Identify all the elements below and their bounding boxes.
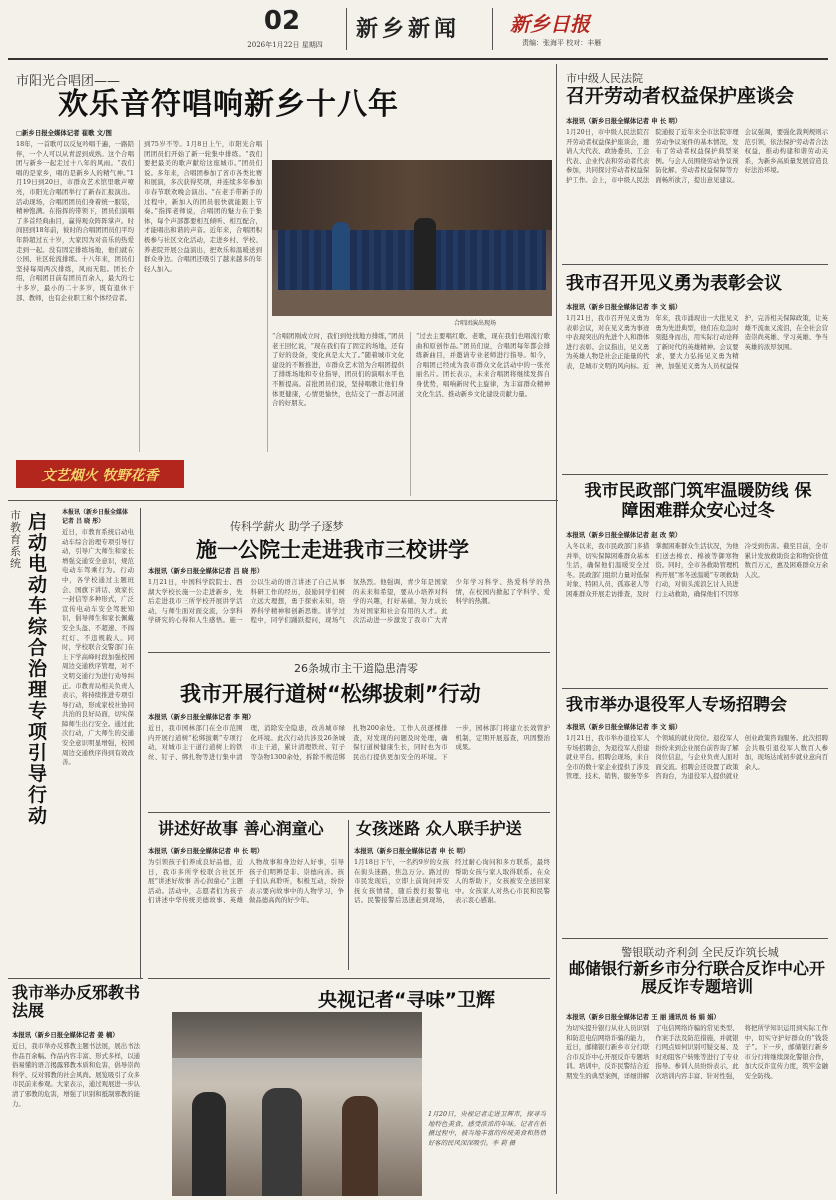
a1-col1: 18年，一首歌可以反复吟唱千遍，一路陪伴，一个人可以从青涩到成熟。这个合唱团与新乡一起走过十八年的风雨。“我们唱的是家乡，唱的是新乡人的精气神。”1月19日到20日，市群众艺术馆里歌声嘹亮，市阳光合唱团举行了新春汇报演出。活动现场，合唱团团员们身着统一服装，精神饱满。在指挥的带领下，团员们演唱了多首经典曲目，赢得观众阵阵掌声。时间回到18年前，彼时的合唱团团员们平均年龄超过五十岁，大家因为对音乐的热爱走到一起。没有固定排练场地，他们就在公园、社区轮流排练。十八年来，团员们坚持每周两次排练，风雨无阻。团长介绍，合唱团目前有团员百余人，最大的七十多岁，最小的二十多岁，既有退休干部、教师，也有企业职工和个体经营者。 [16, 140, 134, 302]
masthead [0, 0, 836, 64]
r5-title: 邮储银行新乡市分行联合反诈中心开展反诈专题培训 [568, 960, 825, 997]
a5-title: 女孩迷路 众人联手护送 [356, 820, 522, 838]
r2-byline: 本报讯（新乡日报全媒体记者 李 文 娟） [566, 303, 682, 311]
r1-title: 召开劳动者权益保护座谈会 [566, 86, 795, 107]
a1-col2: 到75岁不等。1月8日上午，市阳光合唱团团员们开始了新一轮集中排练。“我们要把最美的歌声献给这座城市。”团员们说。多年来，合唱团参加了省市各类比赛和展演，多次获得奖项，并连续多年参加市春节联欢晚会演出。“在老手带新手的过程中，新加入的团员很快就能跟上节奏。”指挥老师说，合唱团的魅力在于集体，每个声部都要相互倾听、相互配合，才能唱出和谐的声音。近年来，合唱团积极参与社区文化活动，走进乡村、学校、养老院开展公益演出，把欢乐和温暖送到群众身边。合唱团还吸引了越来越多的年轻人加入。 [144, 140, 262, 273]
a6-kicker [10, 510, 24, 570]
stage-backdrop [272, 160, 552, 230]
a6-byline: 本报讯（新乡日报全媒体记者 吕 晓 彤） [62, 509, 129, 525]
r4-title: 我市举办退役军人专场招聘会 [566, 696, 787, 715]
r3-title: 我市民政部门筑牢温暖防线 保障困难群众安心过冬 [584, 482, 812, 521]
a2-title: 施一公院士走进我市三校讲学 [196, 538, 469, 562]
building-roof [172, 1012, 422, 1058]
r3-text: 入冬以来，我市民政部门多措并举，切实保障困难群众基本生活，确保他们温暖安全过冬。民政部门组织力量对低保对象、特困人员、孤寡老人等困难群众开展走访排查，及时掌握困难群众生活状况，为他们送去棉衣、棉被等御寒物资。同时，全市各救助管理机构开展“寒冬送温暖”专项救助行动，对街头流浪乞讨人员进行主动救助，确保他们不因寒冷受到伤害。截至目前，全市累计发放救助资金和物资价值数百万元，惠及困难群众万余人次。 [566, 542, 828, 598]
a1-byline: □新乡日报全媒体记者 崔歌 文/图 [16, 129, 112, 137]
r2-text: 1月21日，我市召开见义勇为表彰会议，对在见义勇为事迹中表现突出的先进个人和群体进行表彰。会议指出，见义勇为英雄人物是社会正能量的代表，是城市文明的风向标。近年来，我市涌现出一大批见义勇为先进典型，他们在危急时刻挺身而出，用实际行动诠释了新时代的英雄精神。会议要求，要大力弘扬见义勇为精神，加强见义勇为人员权益保护，完善相关保障政策，让英雄不流血又流泪，在全社会营造崇尚英雄、学习英雄、争当英雄的浓厚氛围。 [566, 314, 828, 370]
stage-floor [272, 290, 552, 316]
a1-title: 欢乐音符唱响新乡十八年 [58, 88, 399, 122]
a6-kicker-text: 市教育系统 [10, 509, 21, 570]
page-number: 02 [263, 6, 301, 36]
a1-banner [16, 460, 184, 488]
r1-text: 1月20日，市中级人民法院召开劳动者权益保护座谈会，邀请人大代表、政协委员、工会代表、企业代表和劳动者代表参加，共同探讨劳动者权益保护工作。会上，市中级人民法院通报了近年来全市法院审理劳动争议案件的基本情况，发布了劳动者权益保护典型案例。与会人员围绕劳动争议预防化解、劳动者权益保障等方面畅所欲言，提出意见建议。会议强调，要强化裁判规则示范引领，依法保护劳动者合法权益，推动构建和谐劳动关系，为新乡高质量发展营造良好法治环境。 [566, 128, 828, 184]
r5-text: 为切实提升银行从业人员识别和防范电信网络诈骗的能力，近日，邮储银行新乡市分行联合市反诈中心开展反诈专题培训。培训中，反诈民警结合近期发生的典型案例，详细讲解了电信网络诈骗的常见类型、作案手法及防范措施，并就银行网点如何识别可疑交易、及时劝阻客户转账等进行了专业指导。参训人员纷纷表示，此次培训内容丰富、针对性强，将把所学知识运用到实际工作中，切实守护好群众的“钱袋子”。下一步，邮储银行新乡市分行将继续深化警银合作，加大反诈宣传力度，筑牢金融安全防线。 [566, 1024, 828, 1080]
r4-byline: 本报讯（新乡日报全媒体记者 李 文 娟） [566, 723, 682, 731]
a6-title-text: 启动电动车综合治理专项引导行动 [28, 512, 48, 827]
r1-kicker: 市中级人民法院 [566, 72, 643, 85]
a3-kicker: 26条城市主干道隐患清零 [294, 662, 418, 675]
a3-text: 近日，我市园林部门在全市范围内开展行道树“松绑拔刺”专项行动，对城市主干道行道树上的铁丝、钉子、绑扎物等进行集中清理，消除安全隐患，改善城市绿化环境。此次行动共涉及26条城市主干道，累计清理铁丝、钉子等杂物1300余处，拆除不规范绑扎物200余处。工作人员逐棵排查，对发现的问题及时处理，确保行道树健康生长，同时也为市民出行提供更加安全的环境。下一步，园林部门将建立长效管护机制，定期开展巡查，巩固整治成果。 [148, 724, 550, 761]
a6-text: 近日，市教育系统启动电动车综合治理专项引导行动，引导广大师生和家长增强交通安全意识，规范电动车驾乘行为。行动中，各学校通过主题班会、国旗下讲话、致家长一封信等多种形式，广泛宣传电动车安全驾驶知识，倡导师生和家长佩戴安全头盔、不超速、不闯红灯、不违规载人。同时，学校联合交警部门在上下学高峰时段加强校园周边交通秩序管理，对不文明交通行为进行劝导纠正。市教育局相关负责人表示，将持续推进专项引导行动，形成家校社协同共治的良好局面，切实保障师生出行安全。通过此次行动，广大师生的交通安全意识明显增强，校园周边交通秩序得到有效改善。 [62, 528, 134, 767]
camera-person [262, 1088, 302, 1196]
r4-text: 1月21日，我市举办退役军人专场招聘会，为退役军人搭建就业平台。招聘会现场，来自全市的数十家企业提供了涉及管理、技术、销售、服务等多个领域的就业岗位。退役军人纷纷来到企业展台前咨询了解岗位信息，与企业负责人面对面交流。招聘会还设置了政策咨询台，为退役军人提供就业创业政策咨询服务。此次招聘会共吸引退役军人数百人参加，现场达成初步就业意向百余人。 [566, 734, 828, 781]
r2-title: 我市召开见义勇为表彰会议 [566, 274, 782, 294]
a7-text: 近日，我市举办反邪教主题书法展，展出书法作品百余幅。作品内容丰富、形式多样，以通俗易懂的语言揭露邪教本质和危害，倡导崇尚科学、反对邪教的社会风尚。展览吸引了众多市民前来参观。大家表示，通过观展进一步认清了邪教的危害，增强了识别和抵制邪教的能力。 [12, 1042, 140, 1108]
a5-text: 1月18日下午，一名约9岁的女孩在街头迷路，焦急万分。路过的市民发现后，立即上前询问并安抚女孩情绪，随后拨打报警电话。民警接警后迅速赶到现场，经过耐心询问和多方联系，最终帮助女孩与家人取得联系。在众人的帮助下，女孩被安全送回家中。女孩家人对热心市民和民警表示衷心感谢。 [354, 858, 550, 905]
a8-title: 央视记者“寻味”卫辉 [318, 990, 495, 1011]
paper-logo: 新乡日报 [510, 12, 590, 36]
choir-rows [278, 230, 546, 290]
a1-kicker: 市阳光合唱团—— [16, 74, 121, 89]
a8-caption: 1月20日，央视记者走进卫辉市，探寻当地特色美食，感受浓浓的年味。记者在拍摄过程中，被当地丰富的传统美食和热情好客的民风深深吸引。李 莉 摄 [428, 1110, 546, 1147]
r1-byline: 本报讯（新乡日报全媒体记者 申 长 明） [566, 117, 682, 125]
r5-byline: 本报讯（新乡日报全媒体记者 王 丽 通讯员 杨 娟 娟） [566, 1013, 720, 1021]
a3-byline: 本报讯（新乡日报全媒体记者 李 翔） [148, 713, 255, 721]
a6-title [28, 512, 52, 827]
person-right [342, 1096, 378, 1196]
a4-byline: 本报讯（新乡日报全媒体记者 申 长 明） [148, 847, 264, 855]
r3-byline: 本报讯（新乡日报全媒体记者 赵 改 荣） [566, 531, 682, 539]
r5-kicker: 警银联动齐利剑 全民反诈筑长城 [621, 946, 779, 959]
a1-col4: “过去主要唱红歌、老歌，现在我们也唱流行歌曲和原创作品。”团员们说，合唱团每年都会排练新曲目，并邀请专业老师进行指导。如今，合唱团已经成为我市群众文化活动中的一张亮丽名片。团长表示，未来合唱团将继续发挥自身优势，唱响新时代主旋律，为丰富群众精神文化生活、推动新乡文化建设贡献力量。 [416, 332, 550, 398]
a7-title: 我市举办反邪教书法展 [12, 984, 140, 1021]
a4-text: 为引领孩子们养成良好品德，近日，我市多所学校联合社区开展“讲述好故事 善心润童心”主题活动。活动中，志愿者们为孩子们讲述中华传统美德故事、英雄人物故事和身边好人好事，引导孩子们明辨是非、崇德向善。孩子们认真聆听，积极互动，纷纷表示要向故事中的人物学习，争做品德高尚的好少年。 [148, 858, 344, 905]
section-title: 新乡新闻 [356, 16, 461, 42]
a7-byline: 本报讯（新乡日报全媒体记者 姜 楠） [12, 1031, 119, 1039]
a5-byline: 本报讯（新乡日报全媒体记者 申 长 明） [354, 847, 470, 855]
a8-photo [172, 1012, 422, 1196]
a1-col3: “合唱团刚成立时，我们到处找地方排练，”团员老王回忆说，“现在我们有了固定的场地，还有了好的设备，变化真是太大了。”随着城市文化建设的不断推进，市群众艺术馆为合唱团提供了排练场地和专业指导，团员们的演唱水平也不断提高。首批团员们说，坚持唱歌让他们身体更健康，心情更愉快，也结交了一群志同道合的好朋友。 [272, 332, 404, 408]
a1-photo-caption: 合唱团演出现场 [453, 320, 496, 327]
a4-title: 讲述好故事 善心润童心 [158, 820, 324, 838]
a2-kicker: 传科学薪火 助学子逐梦 [230, 520, 344, 533]
person-left [192, 1092, 226, 1196]
a2-text: 1月21日，中国科学院院士、西湖大学校长施一公走进新乡，先后走进我市三所学校开展讲学活动，与师生面对面交流，分享科学研究的心得和人生感悟。施一公以生动的语言讲述了自己从事科研工作的经历，鼓励同学们树立远大理想，勇于探索未知，培养科学精神和创新思维。讲学过程中，同学们踊跃提问，现场气氛热烈。他强调，青少年是国家的未来和希望，要从小培养对科学的兴趣，打好基础，努力成长为对国家和社会有用的人才。此次活动进一步激发了我市广大青少年学习科学、热爱科学的热情，在校园内掀起了学科学、爱科学的热潮。 [148, 578, 550, 625]
a2-byline: 本报讯（新乡日报全媒体记者 吕 晓 彤） [148, 567, 264, 575]
choir-photo [272, 160, 552, 316]
a3-title: 我市开展行道树“松绑拔刺”行动 [180, 682, 481, 706]
editor-line: 责编：张海平 校对：丰雁 [522, 39, 602, 47]
date-line: 2026年1月22日 星期四 [247, 41, 323, 49]
banner-text: 文艺烟火 牧野花香 [41, 468, 159, 484]
